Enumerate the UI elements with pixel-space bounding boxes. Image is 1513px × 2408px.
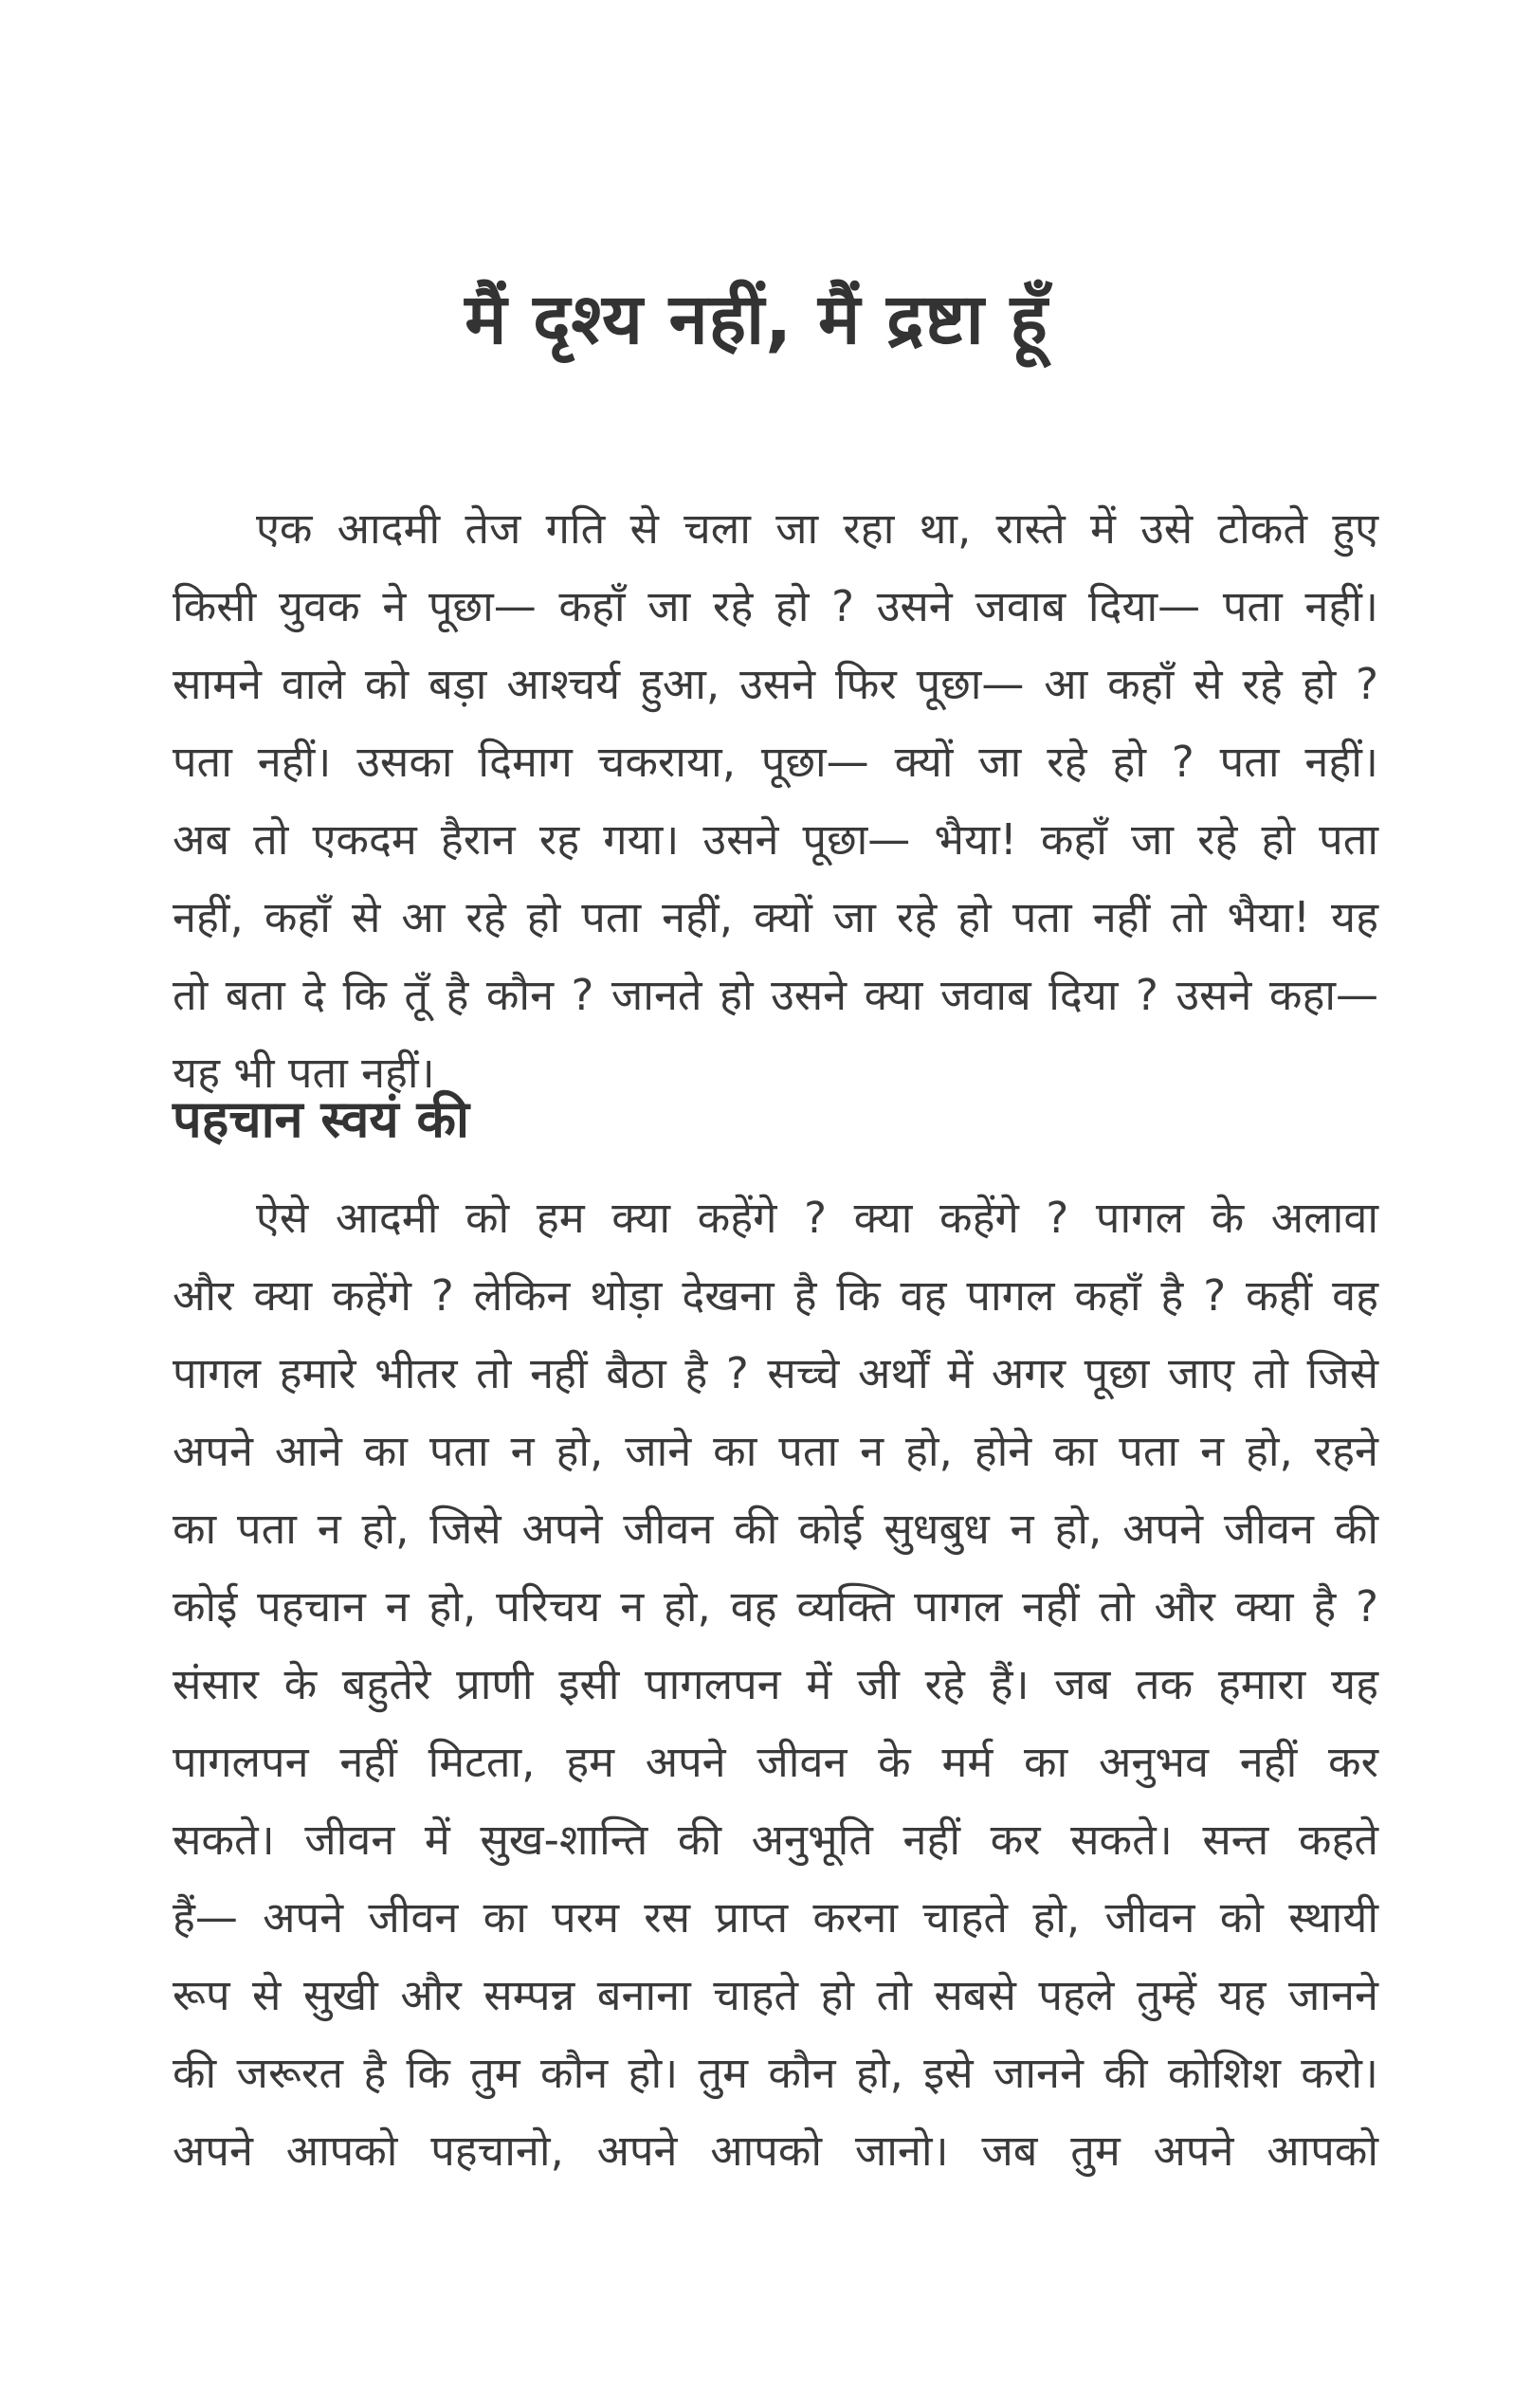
paragraph-line: रूप से सुखी और सम्पन्न बनाना चाहते हो तो सबसे पहले तुम्हें यह जानने — [173, 1970, 1378, 2020]
paragraph-1 — [173, 490, 1378, 1112]
paragraph-line: ऐसे आदमी को हम क्या कहेंगे ? क्या कहेंगे ? पागल के अलावा — [256, 1193, 1378, 1243]
paragraph-line: यह भी पता नहीं। — [173, 1048, 435, 1098]
paragraph-line: सकते। जीवन में सुख-शान्ति की अनुभूति नहीं कर सकते। सन्त कहते — [173, 1815, 1378, 1865]
paragraph-line: का पता न हो, जिसे अपने जीवन की कोई सुधबुध न हो, अपने जीवन की — [173, 1504, 1378, 1554]
paragraph-line: सामने वाले को बड़ा आश्चर्य हुआ, उसने फिर पूछा— आ कहाँ से रहे हो ? — [173, 659, 1378, 709]
section-heading: पहचान स्वयं की — [173, 1089, 469, 1149]
paragraph-line: अपने आपको पहचानो, अपने आपको जानो। जब तुम अपने आपको — [173, 2125, 1378, 2176]
paragraph-line: पागलपन नहीं मिटता, हम अपने जीवन के मर्म का अनुभव नहीं कर — [173, 1737, 1378, 1787]
paragraph-line: संसार के बहुतेरे प्राणी इसी पागलपन में जी रहे हैं। जब तक हमारा यह — [173, 1659, 1378, 1709]
paragraph-line: किसी युवक ने पूछा— कहाँ जा रहे हो ? उसने जवाब दिया— पता नहीं। — [173, 581, 1378, 631]
paragraph-line: नहीं, कहाँ से आ रहे हो पता नहीं, क्यों जा रहे हो पता नहीं तो भैया! यह — [173, 892, 1378, 942]
paragraph-line: पागल हमारे भीतर तो नहीं बैठा है ? सच्चे अर्थों में अगर पूछा जाए तो जिसे — [173, 1348, 1378, 1398]
chapter-title: मैं दृश्य नहीं, मैं द्रष्टा हूँ — [465, 279, 1048, 360]
paragraph-line: अपने आने का पता न हो, जाने का पता न हो, होने का पता न हो, रहने — [173, 1426, 1378, 1476]
paragraph-line: तो बता दे कि तूँ है कौन ? जानते हो उसने क्या जवाब दिया ? उसने कहा— — [173, 970, 1378, 1020]
paragraph-line: एक आदमी तेज गति से चला जा रहा था, रास्ते में उसे टोकते हुए — [256, 503, 1378, 554]
paragraph-line: कोई पहचान न हो, परिचय न हो, वह व्यक्ति पागल नहीं तो और क्या है ? — [173, 1581, 1378, 1632]
paragraph-line: हैं— अपने जीवन का परम रस प्राप्त करना चाहते हो, जीवन को स्थायी — [173, 1892, 1378, 1943]
paragraph-line: और क्या कहेंगे ? लेकिन थोड़ा देखना है कि वह पागल कहाँ है ? कहीं वह — [173, 1270, 1378, 1321]
paragraph-line: पता नहीं। उसका दिमाग चकराया, पूछा— क्यों जा रहे हो ? पता नहीं। — [173, 737, 1378, 787]
paragraph-line: अब तो एकदम हैरान रह गया। उसने पूछा— भैया! कहाँ जा रहे हो पता — [173, 814, 1378, 865]
paragraph-line: की जरूरत है कि तुम कौन हो। तुम कौन हो, इसे जानने की कोशिश करो। — [173, 2048, 1378, 2098]
paragraph-2 — [173, 1179, 1378, 2190]
